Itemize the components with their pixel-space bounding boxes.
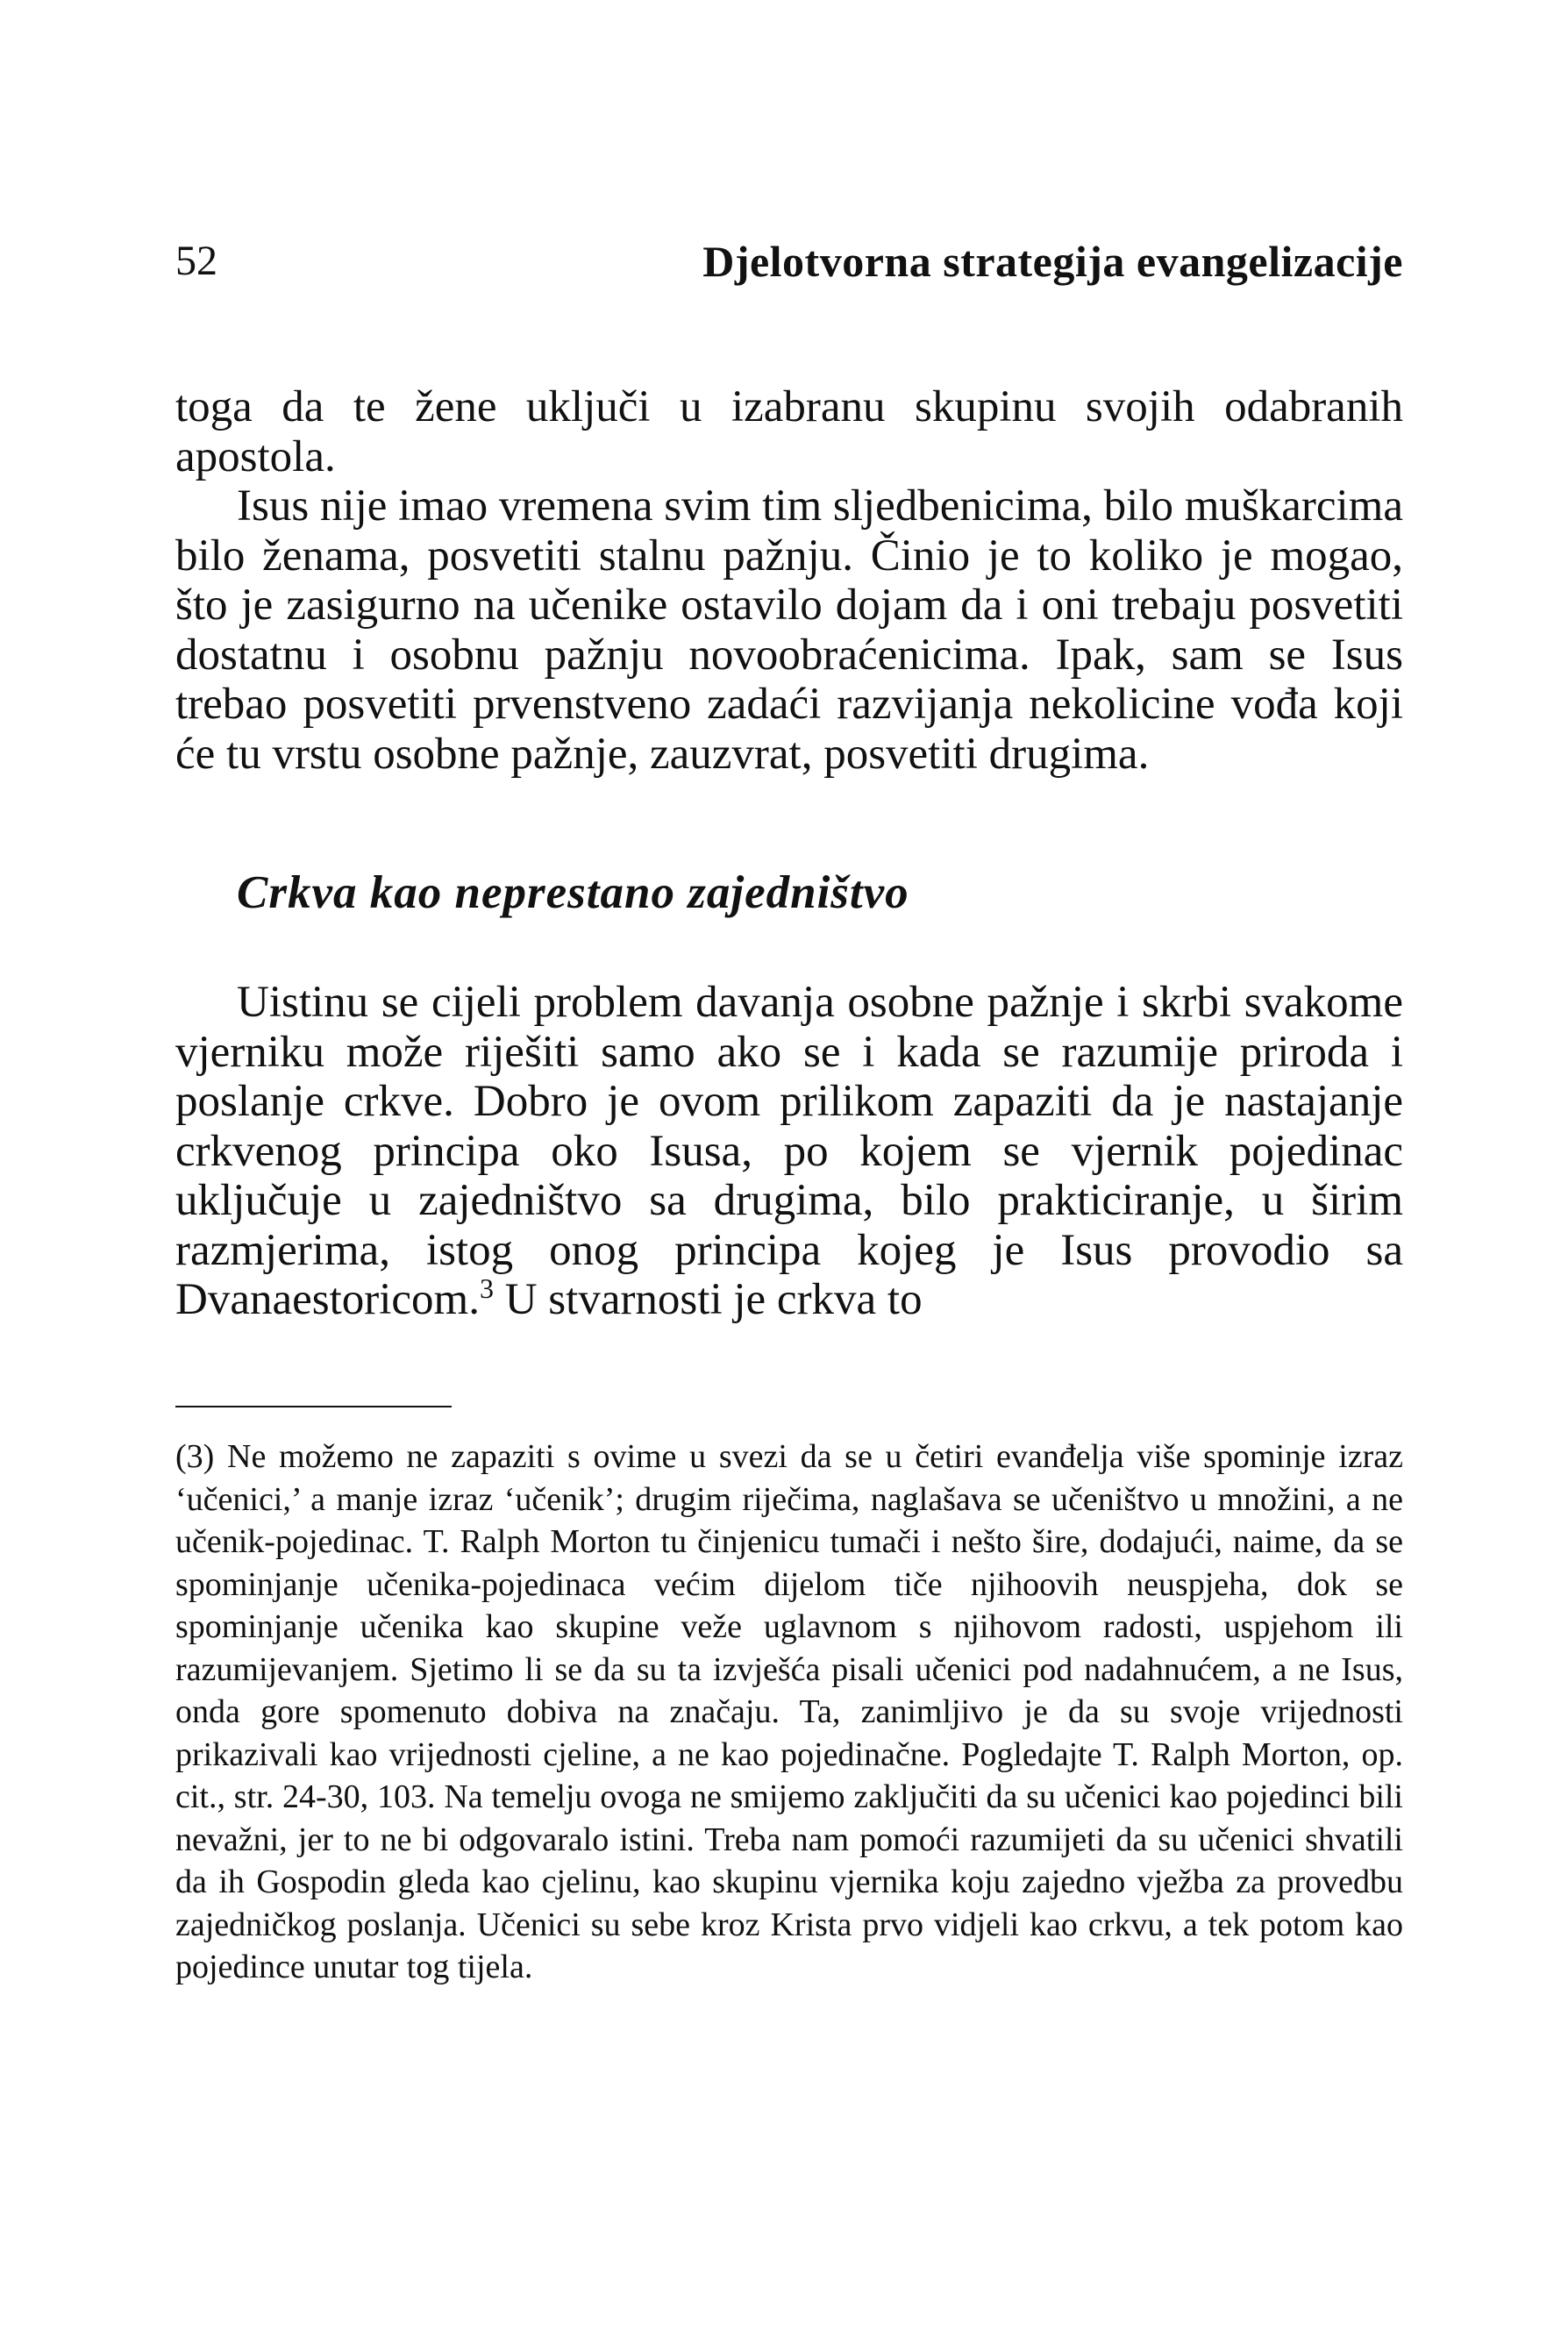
paragraph: Isus nije imao vremena svim tim sljedbenicima, bilo muškarcima bilo ženama, posvetiti stalnu pažnju. Činio je to koliko je mogao, što je zasigurno na učenike ostavilo dojam da i oni trebaju posvetiti dostatnu i osobnu pažnju novoobraćenicima. Ipak, sam se Isus trebao posvetiti prvenstveno zadaći razvijanja nekolicine vođa koji će tu vrstu osobne pažnje, zauzvrat, posvetiti drugima. xyxy=(175,481,1403,779)
section-heading: Crkva kao neprestano zajedništvo xyxy=(237,867,909,918)
footnote-reference[interactable]: 3 xyxy=(479,1272,494,1304)
body-text xyxy=(175,382,1403,779)
footnote-text: (3) Ne možemo ne zapaziti s ovime u svezi da se u četiri evanđelja više spominje izraz ‘učenici,’ a manje izraz ‘učenik’; drugim riječima, naglašava se učeništvo u množini, a ne učenik-pojedinac. T. Ralph Morton tu činjenicu tumači i nešto šire, dodajući, naime, da se spominjanje učenika-pojedinaca većim dijelom tiče njihoovih neuspjeha, dok se spominjanje učenika kao skupine veže uglavnom s njihovom radosti, uspjehom ili razumijevanjem. Sjetimo li se da su ta izvješća pisali učenici pod nadahnućem, a ne Isus, onda gore spomenuto dobiva na značaju. Ta, zanimljivo je da su svoje vrijednosti prikazivali kao vrijednosti cjeline, a ne kao pojedinačne. Pogledajte T. Ralph Morton, op. cit., str. 24-30, 103. Na temelju ovoga ne smijemo zaključiti da su učenici kao pojedinci bili nevažni, jer to ne bi odgovaralo istini. Treba nam pomoći razumijeti da su učenici shvatili da ih Gospodin gleda kao cjelinu, kao skupinu vjernika koju zajedno vježba za provedbu zajedničkog poslanja. Učenici su sebe kroz Krista prvo vidjeli kao crkvu, a tek potom kao pojedince unutar tog tijela. xyxy=(175,1438,1403,1985)
paragraph-text: Uistinu se cijeli problem davanja osobne pažnje i skrbi svakome vjerniku može riješiti samo ako se i kada se razumije priroda i poslanje crkve. Dobro je ovom prilikom zapaziti da je nastajanje crkvenog principa oko Isusa, po kojem se vjernik pojedinac uključuje u zajedništvo sa drugima, bilo prakticiranje, u širim razmjerima, istog onog principa kojeg je Isus provodio sa Dvanaestoricom. xyxy=(175,978,1403,1324)
footnote xyxy=(175,1436,1403,1989)
page-number: 52 xyxy=(175,238,217,284)
paragraph xyxy=(175,978,1403,1325)
footnote-separator xyxy=(175,1406,452,1407)
paragraph-text-continued: U stvarnosti je crkva to xyxy=(493,1275,923,1324)
running-title: Djelotvorna strategija evangelizacije xyxy=(702,237,1403,286)
section-text xyxy=(175,978,1403,1325)
paragraph-continuation: toga da te žene uključi u izabranu skupinu svojih odabranih apostola. xyxy=(175,382,1403,481)
running-header xyxy=(175,235,1403,296)
